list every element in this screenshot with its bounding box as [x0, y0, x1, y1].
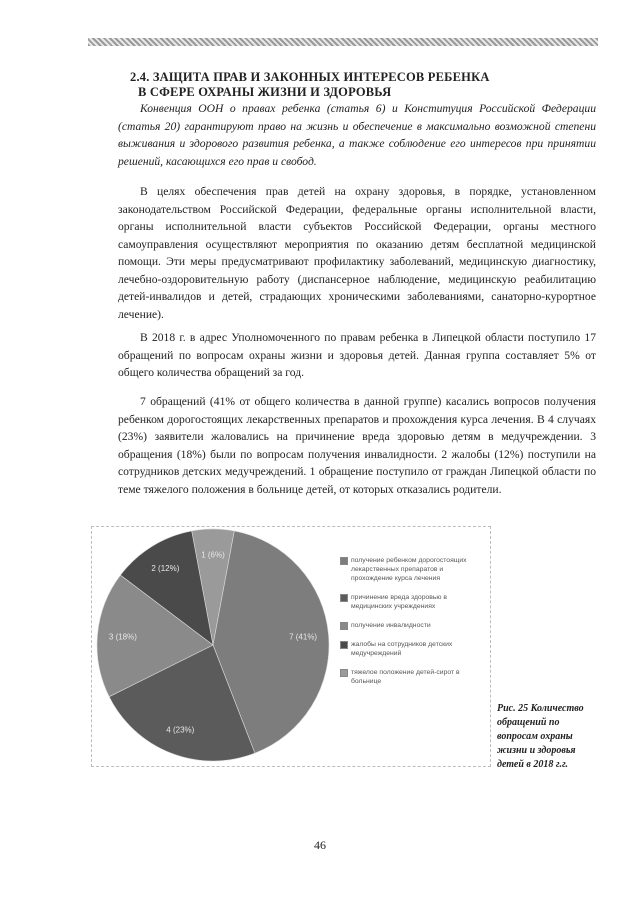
legend-item-1	[340, 556, 480, 583]
legend-swatch-5	[340, 669, 348, 677]
legend-label-4: жалобы на сотрудников детских медучреждений	[351, 641, 453, 657]
section-heading-line2: В СФЕРЕ ОХРАНЫ ЖИЗНИ И ЗДОРОВЬЯ	[138, 85, 392, 99]
legend-swatch-1	[340, 557, 348, 565]
chart-legend	[340, 556, 480, 696]
legend-item-4	[340, 640, 480, 658]
legend-label-5: тяжелое положение детей-сирот в больнице	[351, 669, 460, 685]
legend-label-3: получение инвалидности	[351, 622, 431, 629]
pie-slice-label-4: 2 (12%)	[151, 564, 180, 574]
legend-item-2	[340, 593, 480, 611]
legend-swatch-3	[340, 622, 348, 630]
legend-item-5	[340, 668, 480, 686]
legend-label-2: причинение вреда здоровью в медицинских учреждениях	[351, 594, 448, 610]
body-paragraph-1: В целях обеспечения прав детей на охрану здоровья, в порядке, установленном законодательством Российской Федерации, федеральные органы исполнительной власти, органы исполнительной власти субъектов Российской Федерации, органы местного самоуправления осуществляют мероприятия по оказанию детям бесплатной медицинской помощи. Эти меры предусматривают профилактику заболеваний, медицинскую диагностику, лечебно-оздоровительную работу (диспансерное наблюдение, медицинскую реабилитацию детей-инвалидов и детей, страдающих хроническими заболеваниями, санаторно-курортное лечение).	[118, 185, 596, 321]
page-number: 46	[314, 838, 326, 852]
body-paragraph-2: В 2018 г. в адрес Уполномоченного по правам ребенка в Липецкой области поступило 17 обращений по вопросам охраны жизни и здоровья детей. Данная группа составляет 5% от общего количества обращений за год.	[118, 331, 596, 379]
section-heading-line1: 2.4. ЗАЩИТА ПРАВ И ЗАКОННЫХ ИНТЕРЕСОВ РЕБЕНКА	[130, 70, 490, 84]
pie-slice-label-2: 4 (23%)	[166, 725, 195, 735]
pie-slice-label-1: 7 (41%)	[289, 632, 318, 642]
legend-label-1: получение ребенком дорогостоящих лекарственных препаратов и прохождение курса лечения	[351, 557, 467, 582]
body-paragraph-3: 7 обращений (41% от общего количества в данной группе) касались вопросов получения ребенком дорогостоящих лекарственных препаратов и прохождения курса лечения. В 4 случаях (23%) заявители жаловались на причинение вреда здоровью детям в медучреждении. 3 обращения (18%) были по вопросам получения инвалидности. 2 жалобы (12%) поступили на сотрудников детских медучреждений. 1 обращение поступило от граждан Липецкой области по теме тяжелого положения в больнице детей, от которых отказались родители.	[118, 395, 596, 496]
legend-swatch-4	[340, 641, 348, 649]
pie-slice-label-5: 1 (6%)	[201, 550, 225, 560]
pie-slice-label-3: 3 (18%)	[108, 632, 137, 642]
figure-caption: Рис. 25 Количество обращений по вопросам охраны жизни и здоровья детей в 2018 г.г.	[497, 703, 584, 770]
legend-swatch-2	[340, 594, 348, 602]
legend-item-3	[340, 621, 480, 630]
intro-paragraph: Конвенция ООН о правах ребенка (статья 6) и Конституция Российской Федерации (статья 20) гарантируют право на жизнь и обеспечение в максимально возможной степени выживания и здорового развития ребенка, а также соблюдение его интересов при принятии решений, касающихся его прав и свобод.	[118, 102, 596, 168]
